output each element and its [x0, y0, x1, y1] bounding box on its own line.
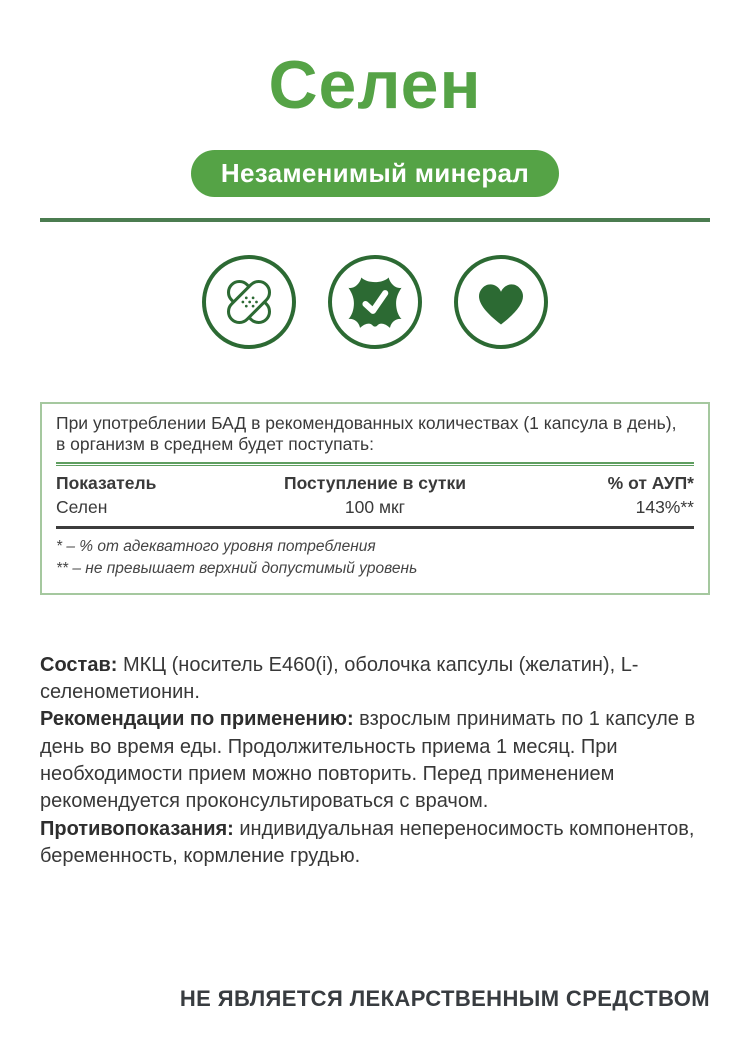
heart-icon — [454, 255, 548, 349]
usage-label: Рекомендации по применению: — [40, 708, 354, 731]
table-header-row — [56, 469, 694, 496]
subtitle-badge: Незаменимый минерал — [191, 150, 559, 198]
supplement-intro-line1: При употреблении БАД в рекомендованных количествах (1 капсула в день), — [56, 413, 677, 434]
usage-paragraph — [40, 706, 710, 816]
supplement-intro-line2: в организм в среднем будет поступать: — [56, 434, 374, 455]
leather-check-icon — [328, 255, 422, 349]
table-row — [56, 496, 694, 520]
footnote-2: ** – не превышает верхний допустимый уровень — [56, 560, 418, 578]
contraindications-text: индивидуальная непереносимость компонентов, беременность, кормление грудью. — [40, 817, 695, 868]
table-cell-percent: 143%** — [635, 496, 694, 517]
bandage-icon — [202, 255, 296, 349]
subtitle-badge-wrap — [40, 150, 710, 198]
not-a-medicine-disclaimer: НЕ ЯВЛЯЕТСЯ ЛЕКАРСТВЕННЫМ СРЕДСТВОМ — [179, 986, 710, 1011]
description-block — [40, 652, 710, 871]
table-header-percent-aup: % от АУП* — [607, 473, 694, 494]
table-header-daily-intake: Поступление в сутки — [283, 473, 466, 494]
supplement-intro — [56, 413, 694, 455]
composition-text: МКЦ (носитель Е460(i), оболочка капсулы (желатин), L-селенометионин. — [40, 653, 639, 703]
contraindications-label: Противопоказания: — [40, 817, 234, 840]
table-header-indicator: Показатель — [56, 473, 157, 494]
composition-paragraph — [40, 652, 710, 707]
contraindications-paragraph — [40, 816, 710, 871]
benefit-icons-row — [40, 255, 710, 349]
table-cell-name: Селен — [56, 496, 108, 517]
page-title: Селен — [268, 47, 482, 123]
supplement-facts-box — [40, 402, 710, 594]
footnote-1: * – % от адекватного уровня потребления — [56, 537, 376, 555]
composition-label: Состав: — [40, 653, 118, 676]
table-dark-divider — [56, 526, 694, 529]
green-separator — [40, 218, 710, 222]
table-footnotes — [56, 536, 694, 581]
table-green-divider — [56, 462, 694, 466]
table-cell-amount: 100 мкг — [344, 496, 406, 517]
usage-text: взрослым принимать по 1 капсуле в день во время еды. Продолжительность приема 1 месяц. При необходимости прием можно повторить. Перед применением рекомендуется проконсультироваться с врачом. — [40, 708, 696, 813]
product-label — [0, 47, 750, 1050]
